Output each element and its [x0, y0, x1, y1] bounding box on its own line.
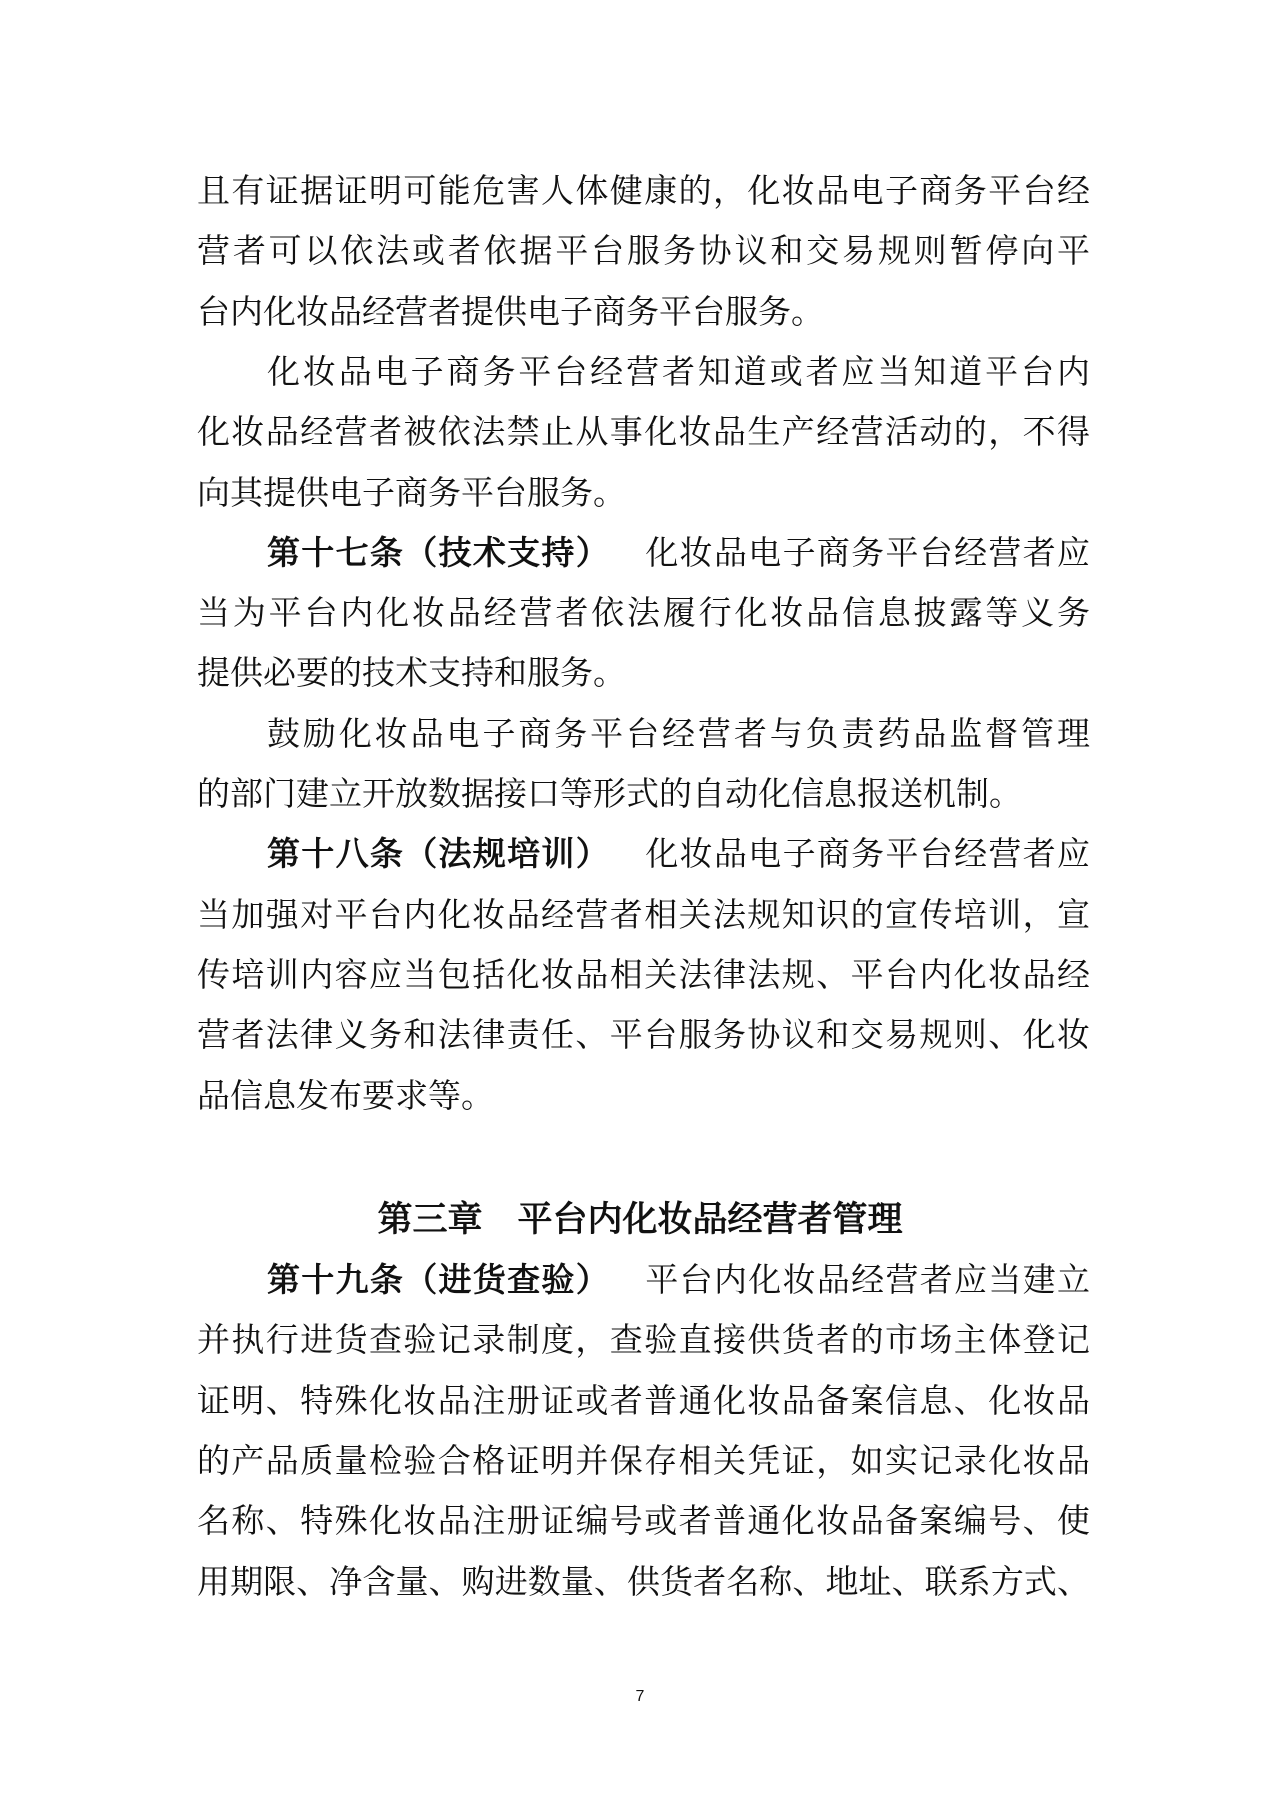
article-heading-line	[197, 523, 1090, 583]
text-line	[197, 764, 1090, 824]
text-line	[197, 402, 1090, 462]
text-line	[197, 1491, 1090, 1551]
line-text: 化妆品电子商务平台经营者应	[644, 834, 1091, 874]
line-text: 向其提供电子商务平台服务。	[197, 472, 626, 512]
line-text: 名称、特殊化妆品注册证编号或者普通化妆品备案编号、使	[197, 1501, 1090, 1541]
text-line	[197, 945, 1090, 1005]
line-text: 营者可以依法或者依据平台服务协议和交易规则暂停向平	[197, 231, 1090, 271]
line-text: 化妆品电子商务平台经营者应	[644, 532, 1091, 572]
line-text: 并执行进货查验记录制度，查验直接供货者的市场主体登记	[197, 1320, 1090, 1360]
text-line	[197, 885, 1090, 945]
text-line	[197, 463, 1090, 523]
text-line	[197, 1431, 1090, 1491]
line-text: 化妆品经营者被依法禁止从事化妆品生产经营活动的，不得	[197, 412, 1090, 452]
page-number: 7	[635, 1688, 645, 1705]
line-text: 当加强对平台内化妆品经营者相关法规知识的宣传培训，宣	[197, 894, 1090, 934]
article-title: 第十七条（技术支持）	[267, 532, 611, 572]
article-title: 第十九条（进货查验）	[267, 1260, 611, 1299]
line-text: 证明、特殊化妆品注册证或者普通化妆品备案信息、化妆品	[197, 1380, 1090, 1420]
text-line	[197, 583, 1090, 643]
text-line	[197, 342, 1090, 402]
line-text: 的部门建立开放数据接口等形式的自动化信息报送机制。	[197, 774, 1022, 813]
text-line	[197, 221, 1090, 281]
line-text: 营者法律义务和法律责任、平台服务协议和交易规则、化妆	[197, 1015, 1090, 1055]
text-line	[197, 1310, 1090, 1370]
line-text: 且有证据证明可能危害人体健康的，化妆品电子商务平台经	[197, 171, 1090, 210]
line-text: 平台内化妆品经营者应当建立	[644, 1260, 1091, 1299]
article-title: 第十八条（法规培训）	[267, 834, 611, 874]
line-text: 提供必要的技术支持和服务。	[197, 653, 626, 693]
article-heading-line	[197, 824, 1090, 884]
text-line	[197, 1066, 1090, 1126]
line-text: 传培训内容应当包括化妆品相关法律法规、平台内化妆品经	[197, 954, 1090, 994]
line-text: 的产品质量检验合格证明并保存相关凭证，如实记录化妆品	[197, 1440, 1090, 1480]
line-text: 品信息发布要求等。	[197, 1075, 494, 1115]
text-line	[197, 282, 1090, 342]
line-text: 用期限、净含量、购进数量、供货者名称、地址、联系方式、	[197, 1561, 1090, 1601]
line-text: 化妆品电子商务平台经营者知道或者应当知道平台内	[267, 351, 1090, 391]
text-line	[197, 161, 1090, 221]
text-line	[197, 1005, 1090, 1065]
line-text: 鼓励化妆品电子商务平台经营者与负责药品监督管理	[267, 713, 1090, 753]
article-heading-line	[197, 1250, 1090, 1310]
text-line	[197, 1371, 1090, 1431]
text-line	[197, 643, 1090, 703]
line-text: 台内化妆品经营者提供电子商务平台服务。	[197, 291, 824, 331]
text-line	[197, 704, 1090, 764]
chapter-heading: 第三章 平台内化妆品经营者管理	[377, 1200, 903, 1240]
line-text: 当为平台内化妆品经营者依法履行化妆品信息披露等义务	[197, 593, 1090, 633]
text-line	[197, 1552, 1090, 1612]
